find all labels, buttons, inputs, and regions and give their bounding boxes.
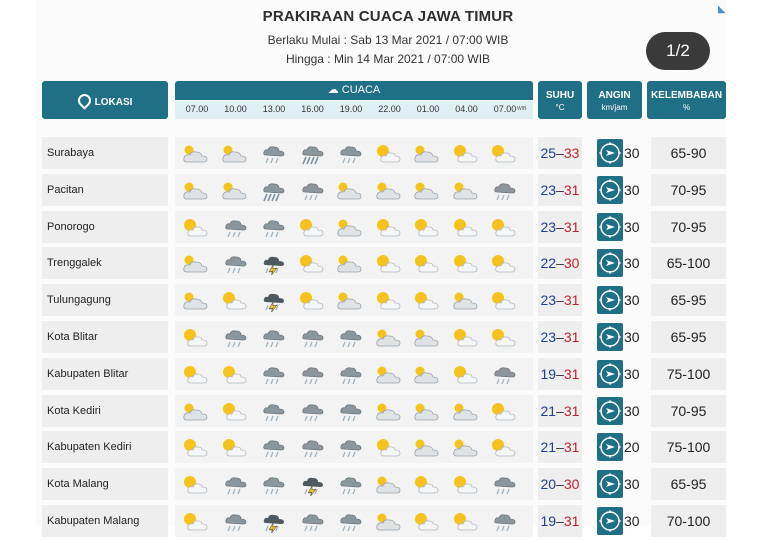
rain-icon [335, 399, 365, 423]
temp-min: 21 [540, 402, 557, 419]
temp-max: 31 [563, 439, 580, 456]
partly-cloudy-icon [181, 178, 211, 202]
sunny-cloud-icon [220, 362, 250, 386]
sunny-cloud-icon [181, 215, 211, 239]
rain-icon [335, 435, 365, 459]
humidity-value: 65-90 [651, 137, 726, 169]
rain-icon [220, 325, 250, 349]
wind-speed: 30 [624, 365, 640, 382]
sunny-cloud-icon [374, 251, 404, 275]
temp-min: 25 [540, 145, 557, 161]
sunny-cloud-icon [489, 251, 519, 275]
sunny-cloud-icon [374, 141, 404, 165]
weather-icons-cell [175, 431, 533, 463]
sunny-cloud-icon [220, 399, 250, 423]
temp-max: 30 [563, 476, 580, 493]
header-lokasi [42, 81, 168, 119]
wind-speed: 20 [624, 439, 640, 456]
table-row[interactable] [42, 137, 726, 169]
header-cuaca-label: CUACA [341, 84, 381, 96]
rain-icon [220, 251, 250, 275]
humidity-value: 75-100 [651, 358, 726, 390]
location-name: Trenggalek [42, 247, 168, 279]
wind-speed: 30 [624, 145, 640, 161]
sunny-cloud-icon [181, 362, 211, 386]
rain-icon [489, 472, 519, 496]
sunny-cloud-icon [489, 435, 519, 459]
partly-cloudy-icon [451, 288, 481, 312]
rain-icon [335, 141, 365, 165]
temp-min: 20 [540, 476, 557, 493]
rain-icon [220, 215, 250, 239]
partly-cloudy-icon [412, 325, 442, 349]
temperature-cell: 23–31 [538, 211, 582, 243]
weather-icons-cell [175, 211, 533, 243]
temperature-cell: 25–33 [538, 137, 582, 169]
humidity-value: 65-95 [651, 284, 726, 316]
sunny-cloud-icon [181, 472, 211, 496]
header-kelembaban-unit: % [682, 103, 691, 112]
weather-icons-cell [175, 247, 533, 279]
sunny-cloud-icon [297, 215, 327, 239]
wind-speed: 30 [624, 476, 640, 493]
humidity-value: 75-100 [651, 431, 726, 463]
wind-speed: 30 [624, 329, 640, 345]
partly-cloudy-icon [451, 399, 481, 423]
weather-icons-cell [175, 358, 533, 390]
heavy-rain-icon [258, 178, 288, 202]
weather-icons-cell [175, 284, 533, 316]
sunny-cloud-icon [489, 215, 519, 239]
location-name: Pacitan [42, 174, 168, 206]
partly-cloudy-icon [451, 435, 481, 459]
sunny-cloud-icon [489, 399, 519, 423]
temp-max: 31 [563, 181, 580, 198]
header-angin-unit: km/jam [601, 103, 628, 112]
time-label: 22.00 [378, 104, 401, 114]
location-name: Kota Kediri [42, 395, 168, 427]
rain-icon [258, 472, 288, 496]
location-pin-icon [75, 91, 93, 109]
sunny-cloud-icon [451, 141, 481, 165]
partly-cloudy-icon [335, 288, 365, 312]
time-label: 07.00 [493, 104, 517, 114]
sunny-cloud-icon [374, 435, 404, 459]
header-kelembaban [647, 81, 726, 119]
partly-cloudy-icon [374, 472, 404, 496]
time-label: 16.00 [301, 104, 324, 114]
sunny-cloud-icon [412, 215, 442, 239]
sunny-cloud-icon [181, 509, 211, 533]
header-cuaca [175, 81, 533, 119]
temperature-cell: 23–31 [538, 321, 582, 353]
temperature-cell: 22–30 [538, 247, 582, 279]
rain-icon [258, 399, 288, 423]
wind-speed: 30 [624, 513, 640, 529]
sunny-cloud-icon [451, 509, 481, 533]
partly-cloudy-icon [335, 251, 365, 275]
temperature-cell: 23–31 [538, 174, 582, 206]
wind-direction-icon [597, 213, 623, 241]
partly-cloudy-icon [335, 178, 365, 202]
corner-arrow-icon: ◣ [718, 4, 726, 15]
header-lokasi-label: LOKASI [94, 97, 133, 108]
wind-speed: 30 [624, 402, 640, 419]
humidity-value: 65-100 [651, 247, 726, 279]
temperature-cell: 23–31 [538, 284, 582, 316]
wind-direction-icon [597, 433, 623, 461]
sunny-cloud-icon [374, 215, 404, 239]
rain-icon [335, 472, 365, 496]
rain-icon [258, 362, 288, 386]
time-label: 19.00 [339, 104, 363, 114]
sunny-cloud-icon [489, 141, 519, 165]
weather-icons-cell [175, 174, 533, 206]
wind-speed: 30 [624, 218, 640, 235]
sunny-cloud-icon [489, 325, 519, 349]
partly-cloudy-icon [412, 435, 442, 459]
wind-direction-icon [597, 249, 623, 277]
wind-direction-icon [597, 323, 623, 351]
humidity-value: 70-95 [651, 174, 726, 206]
thunderstorm-icon [297, 472, 327, 496]
location-name: Kabupaten Blitar [42, 358, 168, 390]
sunny-cloud-icon [451, 215, 481, 239]
valid-to-text: Hingga : Min 14 Mar 2021 / 07:00 WIB [285, 52, 491, 66]
sunny-cloud-icon [412, 288, 442, 312]
table-row[interactable] [42, 211, 726, 243]
location-name: Kabupaten Malang [42, 505, 168, 537]
temp-min: 23 [540, 292, 557, 309]
time-label: 07.00 [185, 104, 209, 114]
table-row[interactable] [42, 431, 726, 463]
header-angin-label: ANGIN [598, 90, 631, 101]
temp-min: 23 [540, 329, 557, 345]
valid-from-text: Berlaku Mulai : Sab 13 Mar 2021 / 07:00 WIB [267, 33, 509, 47]
table-row[interactable] [42, 358, 726, 390]
table-row[interactable] [42, 395, 726, 427]
rain-icon [258, 215, 288, 239]
header-kelembaban-label: KELEMBABAN [650, 90, 723, 101]
temp-max: 31 [563, 329, 580, 345]
rain-icon [297, 509, 327, 533]
partly-cloudy-icon [335, 215, 365, 239]
time-suffix: WIB [517, 106, 527, 112]
partly-cloudy-icon [181, 251, 211, 275]
temp-min: 21 [540, 439, 557, 456]
time-label: 10.00 [224, 104, 247, 114]
table-row[interactable] [42, 247, 726, 279]
rain-icon [258, 141, 288, 165]
sunny-cloud-icon [451, 362, 481, 386]
wind-speed: 30 [624, 292, 640, 309]
sunny-cloud-icon [451, 472, 481, 496]
temp-max: 30 [563, 255, 580, 272]
sunny-cloud-icon [412, 251, 442, 275]
location-name: Kota Blitar [42, 321, 168, 353]
partly-cloudy-icon [374, 325, 404, 349]
time-label: 13.00 [262, 104, 286, 114]
humidity-value: 65-95 [651, 321, 726, 353]
table-row[interactable] [42, 321, 726, 353]
partly-cloudy-icon [181, 399, 211, 423]
wind-direction-icon [597, 360, 623, 388]
weather-icons-cell [175, 137, 533, 169]
weather-icons-cell [175, 321, 533, 353]
wind-speed: 30 [624, 255, 640, 272]
temperature-cell: 21–31 [538, 431, 582, 463]
thunderstorm-icon [258, 288, 288, 312]
sunny-cloud-icon [220, 435, 250, 459]
right-margin [726, 0, 776, 526]
sunny-cloud-icon [181, 325, 211, 349]
humidity-value: 70-100 [651, 505, 726, 537]
rain-icon [220, 472, 250, 496]
wind-direction-icon [597, 507, 623, 535]
weather-icons-cell [175, 395, 533, 427]
time-label: 04.00 [455, 104, 478, 114]
temp-max: 31 [563, 513, 580, 529]
wind-speed: 30 [624, 181, 640, 198]
partly-cloudy-icon [412, 399, 442, 423]
sunny-cloud-icon [297, 288, 327, 312]
temp-max: 31 [563, 292, 580, 309]
thunderstorm-icon [258, 251, 288, 275]
rain-icon [489, 509, 519, 533]
header-suhu-label: SUHU [545, 90, 575, 101]
rain-icon [335, 509, 365, 533]
rain-icon [297, 435, 327, 459]
location-name: Kabupaten Kediri [42, 431, 168, 463]
partly-cloudy-icon [412, 141, 442, 165]
sunny-cloud-icon [374, 288, 404, 312]
time-header-row [175, 101, 533, 119]
partly-cloudy-icon [181, 288, 211, 312]
sunny-cloud-icon [220, 288, 250, 312]
partly-cloudy-icon [374, 399, 404, 423]
time-label: 01.00 [416, 104, 440, 114]
wind-direction-icon [597, 397, 623, 425]
temp-max: 31 [563, 402, 580, 419]
partly-cloudy-icon [374, 178, 404, 202]
temp-max: 31 [563, 365, 580, 382]
header-suhu-unit: °C [555, 103, 565, 112]
rain-icon [297, 178, 327, 202]
humidity-value: 70-95 [651, 395, 726, 427]
wind-direction-icon [597, 139, 623, 167]
temperature-cell: 21–31 [538, 395, 582, 427]
sunny-cloud-icon [451, 251, 481, 275]
heavy-rain-icon [297, 141, 327, 165]
wind-direction-icon [597, 176, 623, 204]
header-suhu [538, 81, 582, 119]
rain-icon [297, 325, 327, 349]
sunny-cloud-icon [181, 435, 211, 459]
humidity-value: 65-95 [651, 468, 726, 500]
location-name: Ponorogo [42, 211, 168, 243]
partly-cloudy-icon [220, 178, 250, 202]
wind-direction-icon [597, 286, 623, 314]
rain-icon [297, 362, 327, 386]
rain-icon [220, 509, 250, 533]
cloud-header-icon: ☁ [327, 84, 342, 96]
location-name: Kota Malang [42, 468, 168, 500]
rain-icon [489, 178, 519, 202]
rain-icon [258, 435, 288, 459]
location-name: Surabaya [42, 137, 168, 169]
temperature-cell: 20–30 [538, 468, 582, 500]
partly-cloudy-icon [412, 178, 442, 202]
temp-max: 31 [563, 218, 580, 235]
table-row[interactable] [42, 284, 726, 316]
left-margin [0, 0, 36, 526]
temp-min: 22 [540, 255, 557, 272]
location-name: Tulungagung [42, 284, 168, 316]
temp-min: 23 [540, 218, 557, 235]
rain-icon [335, 325, 365, 349]
weather-icons-cell [175, 468, 533, 500]
weather-icons-cell [175, 505, 533, 537]
partly-cloudy-icon [181, 141, 211, 165]
temp-min: 19 [540, 365, 557, 382]
sunny-cloud-icon [451, 325, 481, 349]
sunny-cloud-icon [412, 472, 442, 496]
table-row[interactable] [42, 174, 726, 206]
sunny-cloud-icon [489, 288, 519, 312]
page-indicator-badge[interactable]: 1/2 [646, 32, 710, 70]
humidity-value: 70-95 [651, 211, 726, 243]
rain-icon [335, 362, 365, 386]
rain-icon [489, 362, 519, 386]
header-angin [587, 81, 642, 119]
temp-min: 23 [540, 181, 557, 198]
rain-icon [258, 325, 288, 349]
partly-cloudy-icon [220, 141, 250, 165]
table-row[interactable] [42, 505, 726, 537]
partly-cloudy-icon [374, 362, 404, 386]
thunderstorm-icon [258, 509, 288, 533]
partly-cloudy-icon [374, 509, 404, 533]
temp-min: 19 [540, 513, 557, 529]
sunny-cloud-icon [412, 509, 442, 533]
partly-cloudy-icon [412, 362, 442, 386]
table-row[interactable] [42, 468, 726, 500]
rain-icon [297, 399, 327, 423]
temperature-cell: 19–31 [538, 358, 582, 390]
temp-max: 33 [563, 145, 580, 161]
page-title: PRAKIRAAN CUACA JAWA TIMUR [262, 8, 514, 25]
wind-direction-icon [597, 470, 623, 498]
sunny-cloud-icon [297, 251, 327, 275]
partly-cloudy-icon [451, 178, 481, 202]
temperature-cell: 19–31 [538, 505, 582, 537]
